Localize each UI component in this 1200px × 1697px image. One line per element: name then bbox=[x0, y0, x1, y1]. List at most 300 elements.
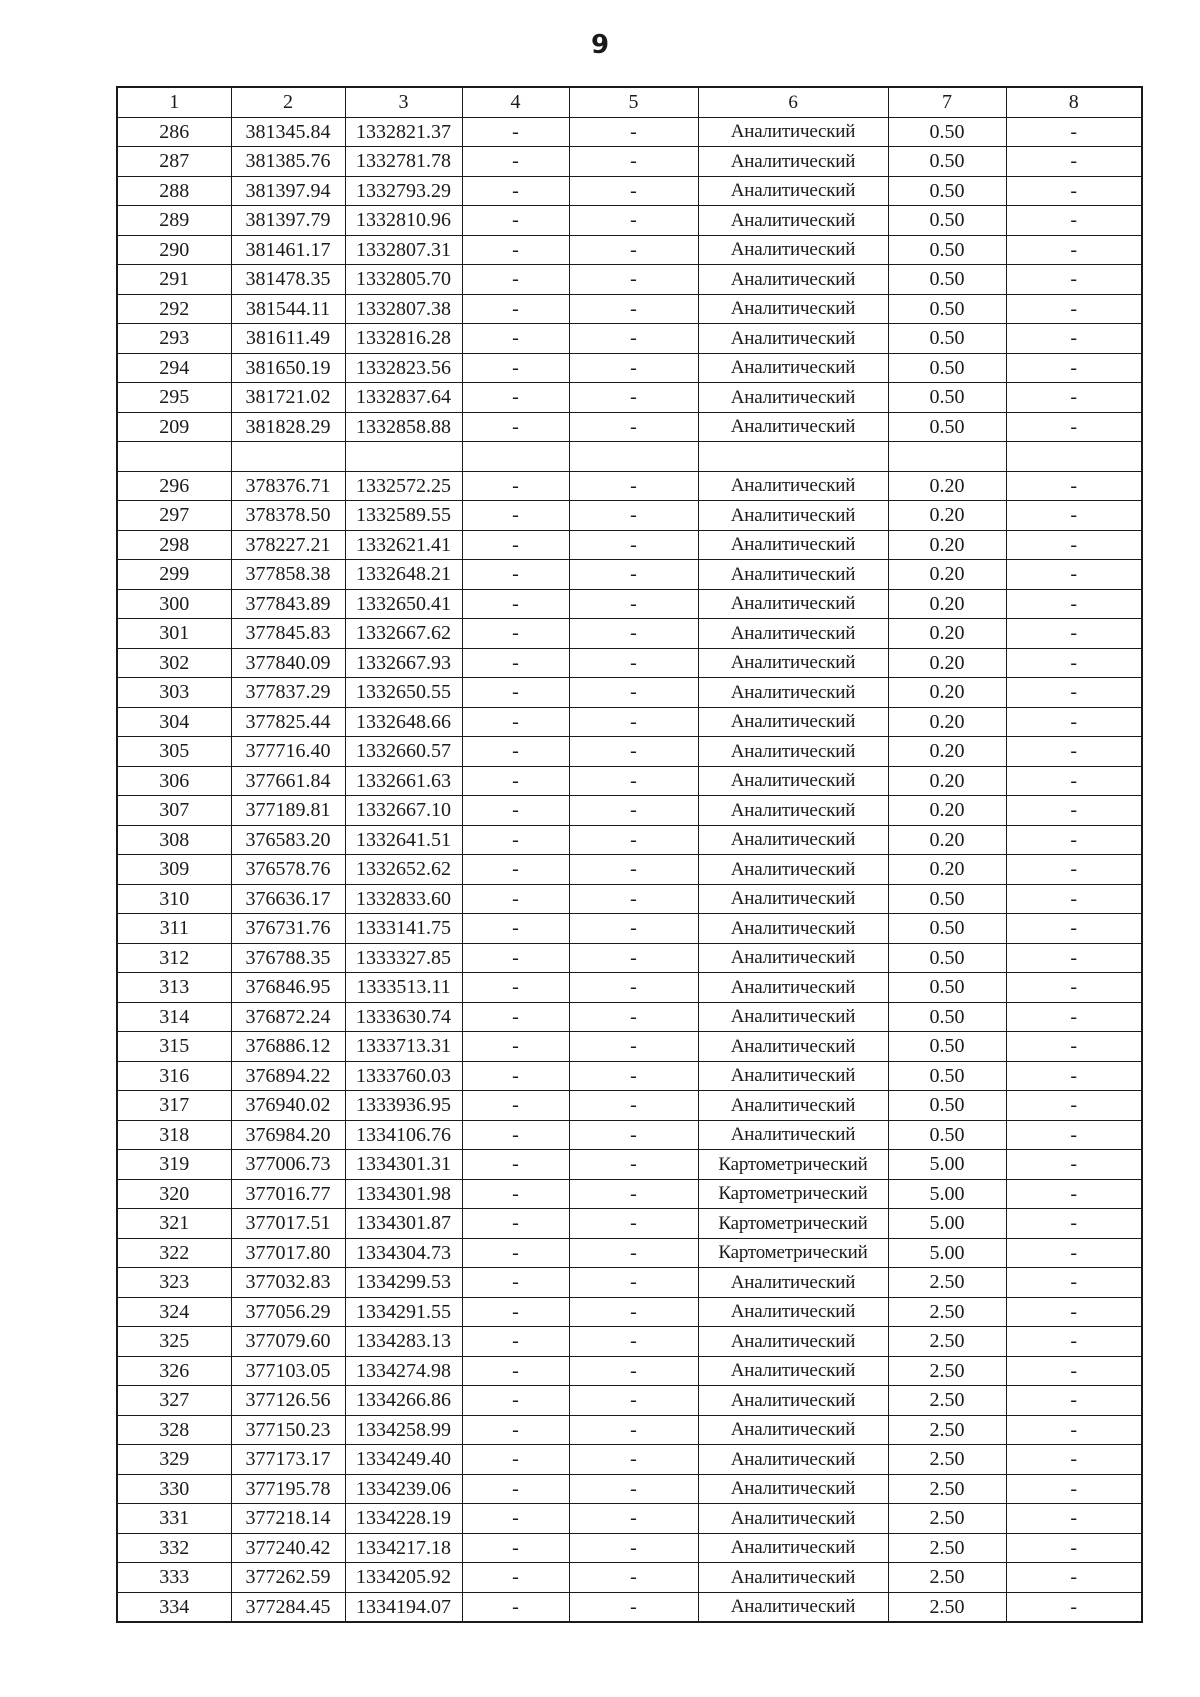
point-number-cell: 321 bbox=[117, 1209, 231, 1239]
accuracy-cell: 0.20 bbox=[888, 530, 1006, 560]
point-number-cell: 288 bbox=[117, 176, 231, 206]
method-cell: Аналитический bbox=[698, 501, 888, 531]
method-cell: Картометрический bbox=[698, 1209, 888, 1239]
table-row bbox=[117, 855, 1142, 885]
table-row bbox=[117, 914, 1142, 944]
accuracy-cell: 0.50 bbox=[888, 147, 1006, 177]
accuracy-cell: 0.50 bbox=[888, 117, 1006, 147]
col4-cell: - bbox=[462, 589, 569, 619]
x-coordinate-cell: 381611.49 bbox=[231, 324, 345, 354]
method-cell: Аналитический bbox=[698, 206, 888, 236]
method-cell: Аналитический bbox=[698, 1563, 888, 1593]
col8-cell: - bbox=[1006, 471, 1142, 501]
col8-cell: - bbox=[1006, 648, 1142, 678]
col8-cell: - bbox=[1006, 796, 1142, 826]
y-coordinate-cell: 1332833.60 bbox=[345, 884, 462, 914]
method-cell: Аналитический bbox=[698, 1356, 888, 1386]
point-number-cell: 1 bbox=[117, 87, 231, 117]
y-coordinate-cell: 1332807.31 bbox=[345, 235, 462, 265]
table-row bbox=[117, 1209, 1142, 1239]
point-number-cell: 302 bbox=[117, 648, 231, 678]
col8-cell: - bbox=[1006, 324, 1142, 354]
accuracy-cell: 0.20 bbox=[888, 619, 1006, 649]
table-row bbox=[117, 471, 1142, 501]
accuracy-cell: 2.50 bbox=[888, 1327, 1006, 1357]
col4-cell: - bbox=[462, 1474, 569, 1504]
x-coordinate-cell bbox=[231, 442, 345, 472]
col5-cell: - bbox=[569, 648, 698, 678]
method-cell: Аналитический bbox=[698, 1592, 888, 1622]
col8-cell: - bbox=[1006, 560, 1142, 590]
method-cell: Аналитический bbox=[698, 383, 888, 413]
point-number-cell: 313 bbox=[117, 973, 231, 1003]
table-row bbox=[117, 648, 1142, 678]
table-row bbox=[117, 294, 1142, 324]
point-number-cell: 307 bbox=[117, 796, 231, 826]
col5-cell: - bbox=[569, 1032, 698, 1062]
accuracy-cell: 0.20 bbox=[888, 471, 1006, 501]
accuracy-cell: 2.50 bbox=[888, 1563, 1006, 1593]
accuracy-cell: 2.50 bbox=[888, 1504, 1006, 1534]
x-coordinate-cell: 377843.89 bbox=[231, 589, 345, 619]
y-coordinate-cell: 1334266.86 bbox=[345, 1386, 462, 1416]
table-row bbox=[117, 235, 1142, 265]
col8-cell: - bbox=[1006, 383, 1142, 413]
accuracy-cell: 0.50 bbox=[888, 294, 1006, 324]
method-cell: 6 bbox=[698, 87, 888, 117]
accuracy-cell: 0.50 bbox=[888, 383, 1006, 413]
col5-cell: - bbox=[569, 1238, 698, 1268]
col5-cell: - bbox=[569, 294, 698, 324]
y-coordinate-cell: 1332667.10 bbox=[345, 796, 462, 826]
col5-cell: - bbox=[569, 1061, 698, 1091]
method-cell: Аналитический bbox=[698, 324, 888, 354]
col8-cell: - bbox=[1006, 1474, 1142, 1504]
method-cell: Аналитический bbox=[698, 176, 888, 206]
col4-cell: - bbox=[462, 147, 569, 177]
accuracy-cell: 0.50 bbox=[888, 324, 1006, 354]
table-row bbox=[117, 973, 1142, 1003]
col8-cell: - bbox=[1006, 1592, 1142, 1622]
col4-cell: - bbox=[462, 1356, 569, 1386]
y-coordinate-cell: 1332807.38 bbox=[345, 294, 462, 324]
y-coordinate-cell: 1332805.70 bbox=[345, 265, 462, 295]
x-coordinate-cell: 377056.29 bbox=[231, 1297, 345, 1327]
table-header-row bbox=[117, 87, 1142, 117]
x-coordinate-cell: 377032.83 bbox=[231, 1268, 345, 1298]
point-number-cell: 305 bbox=[117, 737, 231, 767]
method-cell: Аналитический bbox=[698, 1120, 888, 1150]
y-coordinate-cell: 1334217.18 bbox=[345, 1533, 462, 1563]
x-coordinate-cell: 381397.94 bbox=[231, 176, 345, 206]
x-coordinate-cell: 376583.20 bbox=[231, 825, 345, 855]
col8-cell: 8 bbox=[1006, 87, 1142, 117]
method-cell: Аналитический bbox=[698, 1032, 888, 1062]
table-row bbox=[117, 560, 1142, 590]
x-coordinate-cell: 376894.22 bbox=[231, 1061, 345, 1091]
x-coordinate-cell: 381461.17 bbox=[231, 235, 345, 265]
point-number-cell: 312 bbox=[117, 943, 231, 973]
y-coordinate-cell: 1332648.21 bbox=[345, 560, 462, 590]
y-coordinate-cell: 1333327.85 bbox=[345, 943, 462, 973]
table-row bbox=[117, 117, 1142, 147]
col8-cell: - bbox=[1006, 1386, 1142, 1416]
col4-cell: - bbox=[462, 914, 569, 944]
method-cell: Аналитический bbox=[698, 1415, 888, 1445]
y-coordinate-cell: 1334194.07 bbox=[345, 1592, 462, 1622]
accuracy-cell: 0.20 bbox=[888, 648, 1006, 678]
col8-cell: - bbox=[1006, 855, 1142, 885]
col4-cell: - bbox=[462, 1445, 569, 1475]
method-cell: Аналитический bbox=[698, 265, 888, 295]
x-coordinate-cell: 376731.76 bbox=[231, 914, 345, 944]
col5-cell: - bbox=[569, 471, 698, 501]
y-coordinate-cell: 1332589.55 bbox=[345, 501, 462, 531]
col5-cell: - bbox=[569, 707, 698, 737]
method-cell: Аналитический bbox=[698, 973, 888, 1003]
point-number-cell: 315 bbox=[117, 1032, 231, 1062]
y-coordinate-cell: 1333630.74 bbox=[345, 1002, 462, 1032]
col5-cell: - bbox=[569, 589, 698, 619]
x-coordinate-cell: 381385.76 bbox=[231, 147, 345, 177]
accuracy-cell: 0.20 bbox=[888, 796, 1006, 826]
coordinates-table bbox=[116, 86, 1143, 1623]
table-row bbox=[117, 530, 1142, 560]
table-row bbox=[117, 1563, 1142, 1593]
y-coordinate-cell: 1333760.03 bbox=[345, 1061, 462, 1091]
col4-cell: - bbox=[462, 530, 569, 560]
y-coordinate-cell: 1332660.57 bbox=[345, 737, 462, 767]
y-coordinate-cell: 1332821.37 bbox=[345, 117, 462, 147]
col5-cell: - bbox=[569, 1533, 698, 1563]
col4-cell: - bbox=[462, 855, 569, 885]
col4-cell: - bbox=[462, 117, 569, 147]
accuracy-cell: 2.50 bbox=[888, 1268, 1006, 1298]
method-cell: Аналитический bbox=[698, 1533, 888, 1563]
y-coordinate-cell: 1332648.66 bbox=[345, 707, 462, 737]
point-number-cell bbox=[117, 442, 231, 472]
method-cell: Аналитический bbox=[698, 855, 888, 885]
col4-cell: - bbox=[462, 1592, 569, 1622]
col4-cell: 4 bbox=[462, 87, 569, 117]
y-coordinate-cell: 1334106.76 bbox=[345, 1120, 462, 1150]
col5-cell: - bbox=[569, 914, 698, 944]
col8-cell bbox=[1006, 442, 1142, 472]
y-coordinate-cell: 1332650.55 bbox=[345, 678, 462, 708]
col5-cell: - bbox=[569, 973, 698, 1003]
x-coordinate-cell: 376872.24 bbox=[231, 1002, 345, 1032]
table-row bbox=[117, 176, 1142, 206]
col5-cell: - bbox=[569, 530, 698, 560]
x-coordinate-cell: 377840.09 bbox=[231, 648, 345, 678]
point-number-cell: 304 bbox=[117, 707, 231, 737]
point-number-cell: 324 bbox=[117, 1297, 231, 1327]
point-number-cell: 310 bbox=[117, 884, 231, 914]
point-number-cell: 332 bbox=[117, 1533, 231, 1563]
point-number-cell: 328 bbox=[117, 1415, 231, 1445]
method-cell: Аналитический bbox=[698, 117, 888, 147]
table-row bbox=[117, 1504, 1142, 1534]
x-coordinate-cell: 377173.17 bbox=[231, 1445, 345, 1475]
y-coordinate-cell: 1332661.63 bbox=[345, 766, 462, 796]
accuracy-cell: 0.50 bbox=[888, 1091, 1006, 1121]
method-cell: Аналитический bbox=[698, 1091, 888, 1121]
accuracy-cell: 0.20 bbox=[888, 766, 1006, 796]
col8-cell: - bbox=[1006, 412, 1142, 442]
accuracy-cell: 0.20 bbox=[888, 707, 1006, 737]
x-coordinate-cell: 377218.14 bbox=[231, 1504, 345, 1534]
col5-cell: - bbox=[569, 855, 698, 885]
method-cell: Аналитический bbox=[698, 796, 888, 826]
method-cell: Аналитический bbox=[698, 1327, 888, 1357]
y-coordinate-cell: 1334205.92 bbox=[345, 1563, 462, 1593]
col8-cell: - bbox=[1006, 1032, 1142, 1062]
point-number-cell: 334 bbox=[117, 1592, 231, 1622]
method-cell: Аналитический bbox=[698, 1504, 888, 1534]
table-row bbox=[117, 1150, 1142, 1180]
point-number-cell: 330 bbox=[117, 1474, 231, 1504]
accuracy-cell: 0.50 bbox=[888, 353, 1006, 383]
x-coordinate-cell: 377845.83 bbox=[231, 619, 345, 649]
point-number-cell: 293 bbox=[117, 324, 231, 354]
col4-cell: - bbox=[462, 1238, 569, 1268]
accuracy-cell: 5.00 bbox=[888, 1179, 1006, 1209]
col5-cell: - bbox=[569, 1327, 698, 1357]
x-coordinate-cell: 377126.56 bbox=[231, 1386, 345, 1416]
x-coordinate-cell: 377825.44 bbox=[231, 707, 345, 737]
y-coordinate-cell: 1333936.95 bbox=[345, 1091, 462, 1121]
method-cell: Аналитический bbox=[698, 707, 888, 737]
col4-cell: - bbox=[462, 1297, 569, 1327]
x-coordinate-cell: 381544.11 bbox=[231, 294, 345, 324]
col4-cell: - bbox=[462, 294, 569, 324]
table-row bbox=[117, 147, 1142, 177]
col5-cell: - bbox=[569, 1179, 698, 1209]
col5-cell: - bbox=[569, 235, 698, 265]
x-coordinate-cell: 381345.84 bbox=[231, 117, 345, 147]
col5-cell: - bbox=[569, 324, 698, 354]
col4-cell: - bbox=[462, 1091, 569, 1121]
x-coordinate-cell: 377858.38 bbox=[231, 560, 345, 590]
col8-cell: - bbox=[1006, 589, 1142, 619]
y-coordinate-cell: 1334283.13 bbox=[345, 1327, 462, 1357]
y-coordinate-cell: 1333713.31 bbox=[345, 1032, 462, 1062]
col5-cell: - bbox=[569, 1209, 698, 1239]
col4-cell: - bbox=[462, 678, 569, 708]
col4-cell: - bbox=[462, 1179, 569, 1209]
accuracy-cell: 0.50 bbox=[888, 206, 1006, 236]
col5-cell: - bbox=[569, 353, 698, 383]
point-number-cell: 329 bbox=[117, 1445, 231, 1475]
accuracy-cell: 2.50 bbox=[888, 1386, 1006, 1416]
table-row bbox=[117, 1592, 1142, 1622]
col8-cell: - bbox=[1006, 530, 1142, 560]
col8-cell: - bbox=[1006, 943, 1142, 973]
method-cell: Аналитический bbox=[698, 1061, 888, 1091]
col4-cell: - bbox=[462, 1386, 569, 1416]
col5-cell: - bbox=[569, 117, 698, 147]
accuracy-cell: 2.50 bbox=[888, 1415, 1006, 1445]
col4-cell: - bbox=[462, 1415, 569, 1445]
accuracy-cell: 5.00 bbox=[888, 1238, 1006, 1268]
point-number-cell: 317 bbox=[117, 1091, 231, 1121]
method-cell: Аналитический bbox=[698, 648, 888, 678]
col8-cell: - bbox=[1006, 1091, 1142, 1121]
point-number-cell: 290 bbox=[117, 235, 231, 265]
point-number-cell: 327 bbox=[117, 1386, 231, 1416]
y-coordinate-cell: 3 bbox=[345, 87, 462, 117]
point-number-cell: 209 bbox=[117, 412, 231, 442]
table-row bbox=[117, 825, 1142, 855]
col4-cell: - bbox=[462, 1002, 569, 1032]
col4-cell: - bbox=[462, 206, 569, 236]
col8-cell: - bbox=[1006, 294, 1142, 324]
point-number-cell: 298 bbox=[117, 530, 231, 560]
point-number-cell: 303 bbox=[117, 678, 231, 708]
col5-cell: - bbox=[569, 1297, 698, 1327]
x-coordinate-cell: 376788.35 bbox=[231, 943, 345, 973]
table-row bbox=[117, 383, 1142, 413]
col4-cell: - bbox=[462, 737, 569, 767]
method-cell: Аналитический bbox=[698, 1268, 888, 1298]
method-cell: Картометрический bbox=[698, 1179, 888, 1209]
point-number-cell: 289 bbox=[117, 206, 231, 236]
method-cell: Аналитический bbox=[698, 560, 888, 590]
x-coordinate-cell: 376984.20 bbox=[231, 1120, 345, 1150]
col8-cell: - bbox=[1006, 206, 1142, 236]
col5-cell: - bbox=[569, 1150, 698, 1180]
col5-cell: 5 bbox=[569, 87, 698, 117]
y-coordinate-cell: 1334274.98 bbox=[345, 1356, 462, 1386]
table-row bbox=[117, 1474, 1142, 1504]
col5-cell: - bbox=[569, 1563, 698, 1593]
accuracy-cell: 0.50 bbox=[888, 176, 1006, 206]
col5-cell: - bbox=[569, 678, 698, 708]
col5-cell: - bbox=[569, 737, 698, 767]
col8-cell: - bbox=[1006, 1533, 1142, 1563]
col4-cell: - bbox=[462, 1209, 569, 1239]
page-number: 9 bbox=[590, 30, 610, 60]
col8-cell: - bbox=[1006, 884, 1142, 914]
col5-cell: - bbox=[569, 825, 698, 855]
table-row bbox=[117, 501, 1142, 531]
table-row bbox=[117, 1445, 1142, 1475]
col8-cell: - bbox=[1006, 1356, 1142, 1386]
x-coordinate-cell: 377016.77 bbox=[231, 1179, 345, 1209]
accuracy-cell: 0.50 bbox=[888, 973, 1006, 1003]
table-row bbox=[117, 1002, 1142, 1032]
col4-cell: - bbox=[462, 471, 569, 501]
x-coordinate-cell: 378376.71 bbox=[231, 471, 345, 501]
col4-cell: - bbox=[462, 412, 569, 442]
y-coordinate-cell: 1334301.31 bbox=[345, 1150, 462, 1180]
method-cell: Аналитический bbox=[698, 1445, 888, 1475]
method-cell: Аналитический bbox=[698, 619, 888, 649]
y-coordinate-cell: 1332837.64 bbox=[345, 383, 462, 413]
col5-cell: - bbox=[569, 176, 698, 206]
col8-cell: - bbox=[1006, 353, 1142, 383]
table-row bbox=[117, 737, 1142, 767]
method-cell: Аналитический bbox=[698, 294, 888, 324]
accuracy-cell: 0.50 bbox=[888, 412, 1006, 442]
col5-cell: - bbox=[569, 943, 698, 973]
table-row bbox=[117, 265, 1142, 295]
col5-cell: - bbox=[569, 766, 698, 796]
col8-cell: - bbox=[1006, 235, 1142, 265]
method-cell: Аналитический bbox=[698, 353, 888, 383]
col4-cell: - bbox=[462, 1150, 569, 1180]
col5-cell: - bbox=[569, 1386, 698, 1416]
table-row bbox=[117, 353, 1142, 383]
accuracy-cell: 0.20 bbox=[888, 560, 1006, 590]
col8-cell: - bbox=[1006, 707, 1142, 737]
point-number-cell: 325 bbox=[117, 1327, 231, 1357]
y-coordinate-cell bbox=[345, 442, 462, 472]
point-number-cell: 297 bbox=[117, 501, 231, 531]
table-row bbox=[117, 1386, 1142, 1416]
y-coordinate-cell: 1332572.25 bbox=[345, 471, 462, 501]
col4-cell: - bbox=[462, 766, 569, 796]
col4-cell: - bbox=[462, 353, 569, 383]
table-row bbox=[117, 1533, 1142, 1563]
col8-cell: - bbox=[1006, 914, 1142, 944]
accuracy-cell: 2.50 bbox=[888, 1474, 1006, 1504]
col5-cell: - bbox=[569, 884, 698, 914]
accuracy-cell: 5.00 bbox=[888, 1150, 1006, 1180]
y-coordinate-cell: 1334299.53 bbox=[345, 1268, 462, 1298]
method-cell: Аналитический bbox=[698, 943, 888, 973]
col8-cell: - bbox=[1006, 678, 1142, 708]
col8-cell: - bbox=[1006, 1415, 1142, 1445]
x-coordinate-cell: 376940.02 bbox=[231, 1091, 345, 1121]
col4-cell: - bbox=[462, 1327, 569, 1357]
col5-cell: - bbox=[569, 1445, 698, 1475]
y-coordinate-cell: 1334228.19 bbox=[345, 1504, 462, 1534]
table-row bbox=[117, 1120, 1142, 1150]
col8-cell: - bbox=[1006, 973, 1142, 1003]
col4-cell: - bbox=[462, 501, 569, 531]
table-row bbox=[117, 412, 1142, 442]
method-cell: Аналитический bbox=[698, 412, 888, 442]
col4-cell: - bbox=[462, 973, 569, 1003]
y-coordinate-cell: 1332781.78 bbox=[345, 147, 462, 177]
col8-cell: - bbox=[1006, 1061, 1142, 1091]
point-number-cell: 300 bbox=[117, 589, 231, 619]
col8-cell: - bbox=[1006, 1150, 1142, 1180]
accuracy-cell: 0.20 bbox=[888, 855, 1006, 885]
point-number-cell: 287 bbox=[117, 147, 231, 177]
table-row bbox=[117, 324, 1142, 354]
point-number-cell: 295 bbox=[117, 383, 231, 413]
col4-cell: - bbox=[462, 1032, 569, 1062]
table-row bbox=[117, 1091, 1142, 1121]
y-coordinate-cell: 1334239.06 bbox=[345, 1474, 462, 1504]
col4-cell: - bbox=[462, 825, 569, 855]
point-number-cell: 311 bbox=[117, 914, 231, 944]
x-coordinate-cell: 376578.76 bbox=[231, 855, 345, 885]
x-coordinate-cell: 381478.35 bbox=[231, 265, 345, 295]
table-row bbox=[117, 884, 1142, 914]
col4-cell bbox=[462, 442, 569, 472]
table-row bbox=[117, 1238, 1142, 1268]
col5-cell: - bbox=[569, 1268, 698, 1298]
table-row bbox=[117, 589, 1142, 619]
accuracy-cell: 0.50 bbox=[888, 265, 1006, 295]
col4-cell: - bbox=[462, 1268, 569, 1298]
col8-cell: - bbox=[1006, 117, 1142, 147]
col5-cell: - bbox=[569, 501, 698, 531]
col8-cell: - bbox=[1006, 737, 1142, 767]
